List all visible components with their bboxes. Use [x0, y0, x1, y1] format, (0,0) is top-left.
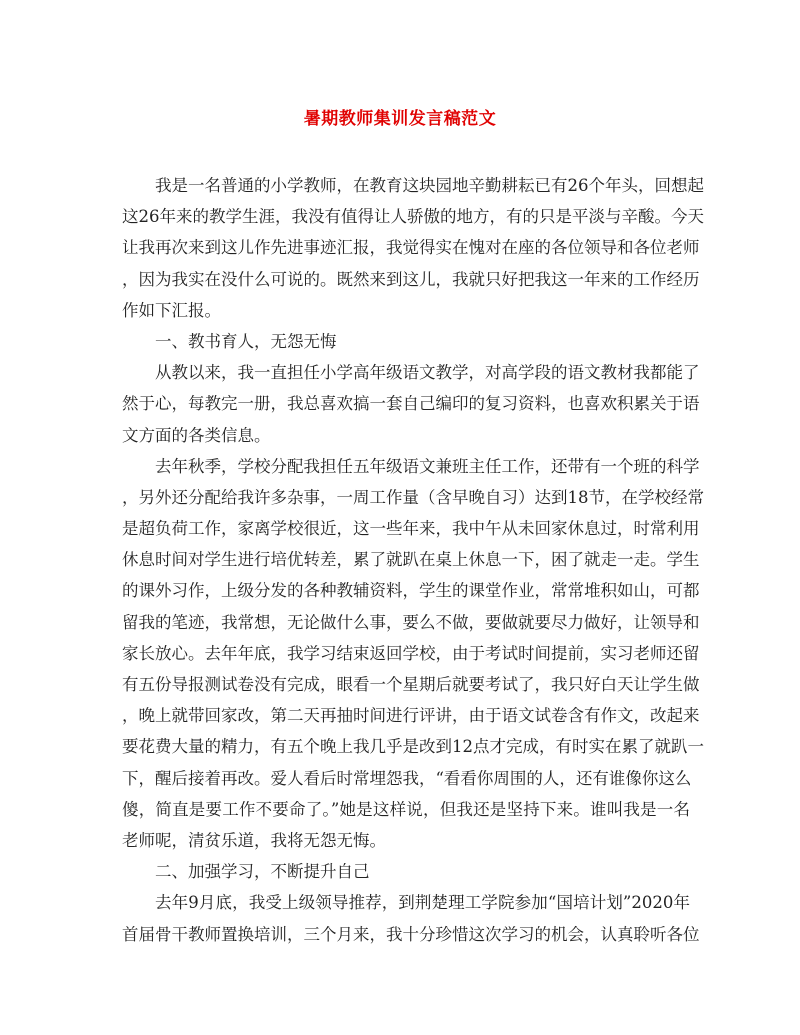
- paragraph: [122, 451, 704, 856]
- paragraph: [122, 357, 700, 451]
- text-line: 下，醒后接着再改。爱人看后时常埋怨我，“看看你周围的人，还有谁像你这么: [122, 768, 692, 788]
- text-line: 有五份导报测试卷没有完成，眼看一个星期后就要考试了，我只好白天让学生做: [122, 675, 700, 694]
- paragraph-intro: [122, 170, 704, 326]
- text-line: 休息时间对学生进行培优转差，累了就趴在桌上休息一下，困了就走一走。学生: [122, 550, 700, 570]
- text-line: 去年9月底，我受上级领导推荐，到荆楚理工学院参加“国培计划”2020年: [155, 893, 690, 913]
- text-line: 这26年来的教学生涯，我没有值得让人骄傲的地方，有的只是平淡与辛酸。今天: [122, 207, 704, 227]
- section-heading-text: 一、教书育人，无怨无悔: [155, 331, 337, 351]
- text-line: ，晚上就带回家改，第二天再抽时间进行评讲，由于语文试卷含有作文，改起来: [122, 706, 700, 726]
- text-line: 去年秋季，学校分配我担任五年级语文兼班主任工作，还带有一个班的科学: [155, 456, 700, 476]
- section-heading: [122, 326, 690, 357]
- text-line: 是超负荷工作，家离学校很近，这一些年来，我中午从未回家休息过，时常利用: [122, 519, 700, 539]
- text-line: ，因为我实在没什么可说的。既然来到这儿，我就只好把我这一年来的工作经历: [122, 269, 700, 289]
- text-line: 要花费大量的精力，有五个晚上我几乎是改到12点才完成，有时实在累了就趴一: [122, 737, 704, 757]
- text-line: 我是一名普通的小学教师，在教育这块园地辛勤耕耘已有26个年头，回想起: [155, 176, 704, 195]
- text-line: 从教以来，我一直担任小学高年级语文教学，对高学段的语文教材我都能了: [155, 363, 700, 383]
- text-line: 然于心，每教完一册，我总喜欢搞一套自己编印的复习资料，也喜欢积累关于语: [122, 394, 700, 414]
- text-line: ，另外还分配给我许多杂事，一周工作量（含早晚自习）达到18节，在学校经常: [122, 487, 704, 507]
- text-line: 让我再次来到这儿作先进事迹汇报，我觉得实在愧对在座的各位领导和各位老师: [122, 238, 700, 258]
- text-line: 作如下汇报。: [122, 300, 221, 320]
- text-line: 文方面的各类信息。: [122, 425, 271, 445]
- text-line: 首届骨干教师置换培训，三个月来，我十分珍惜这次学习的机会，认真聆听各位: [122, 924, 700, 944]
- text-line: 的课外习作，上级分发的各种教辅资料，学生的课堂作业，常常堆积如山，可都: [122, 581, 700, 601]
- section-heading-text: 二、加强学习，不断提升自己: [155, 862, 370, 882]
- document-body: [122, 170, 704, 950]
- paragraph: [122, 887, 700, 949]
- document-title: 暑期教师集训发言稿范文: [303, 109, 497, 129]
- text-line: 傻，简直是要工作不要命了。”她是这样说，但我还是坚持下来。谁叫我是一名: [122, 799, 690, 819]
- text-line: 留我的笔迹，我常想，无论做什么事，要么不做，要做就要尽力做好，让领导和: [122, 612, 700, 632]
- section-heading: [122, 856, 690, 887]
- text-line: 老师呢，清贫乐道，我将无怨无悔。: [122, 830, 386, 850]
- text-line: 家长放心。去年年底，我学习结束返回学校，由于考试时间提前，实习老师还留: [122, 643, 700, 663]
